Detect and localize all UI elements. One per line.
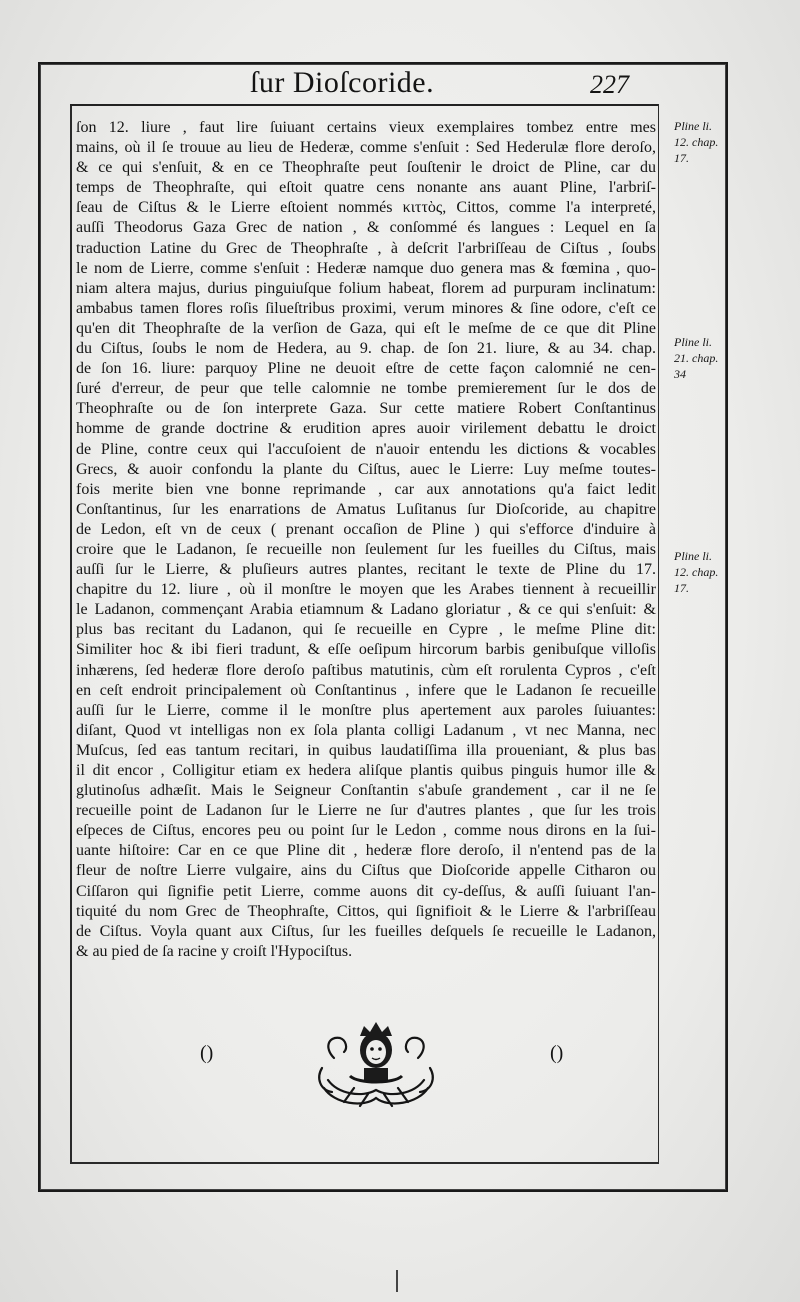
text-line: il dit encor , Colligitur etiam ex hedera aliſque plantis quibus pinguis humor ille & — [76, 762, 656, 779]
text-line: inhærens, ſed hederæ flore deroſo paſtibus matutinis, cùm eſt rorulenta Cypros , c'eſt — [76, 661, 656, 679]
margin-note-2 — [674, 334, 744, 382]
margin-note-line: 12. chap. — [674, 135, 719, 149]
body-text — [76, 118, 656, 962]
margin-note-line: 17. — [674, 581, 689, 595]
text-line: chapitre du 12. liure , où il monſtre le moyen que les Arabes tiennent à recueillir — [76, 581, 656, 599]
right-paren-mark: () — [550, 1042, 564, 1064]
text-line: Conſtantinus, ſur les enarrations de Amatus Luſitanus ſur Dioſcoride, au chapitre — [76, 500, 656, 518]
text-line: le nom de Lierre, comme s'enſuit : Hederæ namque duo genera mas & fœmina , quo- — [76, 259, 656, 277]
text-line: ſeau de Ciſtus & le Lierre eſtoient nommés κιττὸς, Cittos, comme l'a interpreté, — [76, 199, 656, 217]
text-line: niam altera majus, durius pinguiuſque folium habeat, florem ad purpuram inclinatum: — [76, 279, 656, 297]
text-line: ſuré d'erreur, de peur que telle calomnie ne tombe premierement ſur le dos de — [76, 380, 656, 398]
text-line: Theophraſte ou de ſon interprete Gaza. Sur cette matiere Robert Conſtantinus — [76, 400, 656, 418]
text-line: Ciſſaron qui ſignifie petit Lierre, comme auons dit cy-deſſus, & auſſi ſuiuant l'an- — [76, 882, 656, 900]
margin-note-line: 17. — [674, 151, 689, 165]
text-line: traduction Latine du Grec de Theophraſte , à deſcrit l'arbriſſeau de Ciſtus , ſoubs — [76, 239, 656, 257]
text-line: de Ciſtus. Voyla quant aux Ciſtus, ſur les fueilles deſquels ſe recueille le Ladanon, — [76, 922, 656, 940]
text-line: ambabus tamen flores roſis ſilueſtribus proximi, verum minores & ſine odore, c'eſt ce — [76, 299, 656, 317]
text-line: du Ciſtus, ſoubs le nom de Hedera, au 9. chap. de ſon 21. liure, & au 34. chap. — [76, 340, 656, 358]
text-line: Grecs, & auoir confondu la plante du Ciſtus, auec le Lierre: Luy meſme toutes- — [76, 460, 656, 478]
text-line: de ſon 16. liure: parquoy Pline ne deuoit eſtre de cette façon calomnié ne cen- — [76, 360, 656, 378]
text-line: & ce qui s'enſuit, & en ce Theophraſte peut ſouſtenir le droict de Pline, car du — [76, 159, 656, 177]
margin-note-line: 21. chap. — [674, 351, 719, 365]
text-line: de Ledon, eſt vn de ceux ( prenant occaſion de Pline ) qui s'efforce d'induire à — [76, 520, 656, 538]
margin-note-line: Pline li. — [674, 119, 712, 133]
text-line: plus bas recitant du Ladanon, qui ſe recueille en Cypre , le meſme Pline dit: — [76, 621, 656, 639]
text-line: tiquité du nom Grec de Theophraſte, Cittos, qui ſignifioit & le Lierre & l'arbriſſeau — [76, 902, 656, 920]
text-line: de Pline, contre ceux qui l'accuſoient de n'auoir entendu les dictions & vocables — [76, 440, 656, 458]
text-line: fleur de noſtre Lierre vulgaire, ains du Ciſtus que Dioſcoride appelle Citharon ou — [76, 862, 656, 880]
running-head: ſur Dioſcoride. — [250, 66, 435, 99]
text-line: qu'en dit Theophraſte de la verſion de Gaza, qui eſt le meſme de ce que dit Pline — [76, 319, 656, 337]
margin-note-line: 34 — [674, 367, 686, 381]
text-line: auſſi ſur le Lierre, & pluſieurs autres plantes, recitant le texte de Pline du 17. — [76, 561, 656, 579]
text-line: Similiter hoc & ibi fieri tradunt, & eſſe oeſipum hircorum barbis genibuſque villoſis — [76, 641, 656, 659]
page-number: 227 — [590, 70, 629, 99]
text-line: recueille point de Ladanon ſur le Lierre ne ſur d'autres plantes , que ſur les trois — [76, 802, 656, 820]
header-rule — [70, 104, 658, 106]
margin-note-line: Pline li. — [674, 335, 712, 349]
text-line: glutinoſus adhæſit. Mais le Seigneur Conſtantin s'abuſe grandement , car il ne ſe — [76, 782, 656, 800]
text-line: auſſi ſur le Lierre, comme il le monſtre plus apertement aux paroles ſuiuantes: — [76, 701, 656, 719]
gutter-mark — [396, 1270, 398, 1292]
text-line: & au pied de ſa racine y croiſt l'Hypociſtus. — [76, 942, 353, 960]
margin-note-line: 12. chap. — [674, 565, 719, 579]
text-line: eſpeces de Ciſtus, encores peu ou point ſur le Ledon , comme nous dirons en la ſui- — [76, 822, 656, 840]
text-line: ſon 12. liure , faut lire ſuiuant certains vieux exemplaires tombez entre mes — [76, 119, 656, 136]
text-line: uante hiſtoire: Car en ce que Pline dit , hederæ flore deroſo, il n'entend pas de la — [76, 842, 656, 860]
text-line: fois merite bien vne bonne reprimande , car aux annotations qu'a faict ledit — [76, 480, 656, 498]
text-line: Muſcus, ſed eas tantum recitari, in quibus laudatiſſima illa proueniant, & plus bas — [76, 741, 656, 759]
margin-note-3 — [674, 548, 744, 596]
margin-note-line: Pline li. — [674, 549, 712, 563]
text-line: croire que le Ladanon, ſe recueille non ſeulement ſur les fueilles du Ciſtus, mais — [76, 540, 656, 558]
text-line: auſſi Theodorus Gaza Grec de nation , & conſommé és langues : Lequel en ſa — [76, 219, 656, 237]
printers-ornament-icon — [314, 1018, 438, 1110]
text-line: mains, où il ſe trouue au lieu de Hederæ, comme s'enſuit : Sed Hederulæ flore deroſo, — [76, 139, 656, 157]
left-paren-mark: () — [200, 1042, 214, 1064]
text-line: homme de grande doctrine & erudition apres auoir virilement debattu le droict — [76, 420, 656, 438]
text-line: le Ladanon, commençant Arabia etiamnum & Ladano gloriatur , & ce qui s'enſuit: & — [76, 601, 656, 619]
text-line: temps de Theophraſte, qui eſtoit quatre cens nonante ans auant Pline, l'arbriſ- — [76, 179, 656, 197]
text-line: diſant, Quod vt intelligas non ex ſola planta colligi Ladanum , vt nec Manna, nec — [76, 721, 656, 739]
text-line: en ceſt endroit principalement où Conſtantinus , infere que le Ladanon ſe recueille — [76, 681, 656, 699]
margin-note-1 — [674, 118, 744, 166]
